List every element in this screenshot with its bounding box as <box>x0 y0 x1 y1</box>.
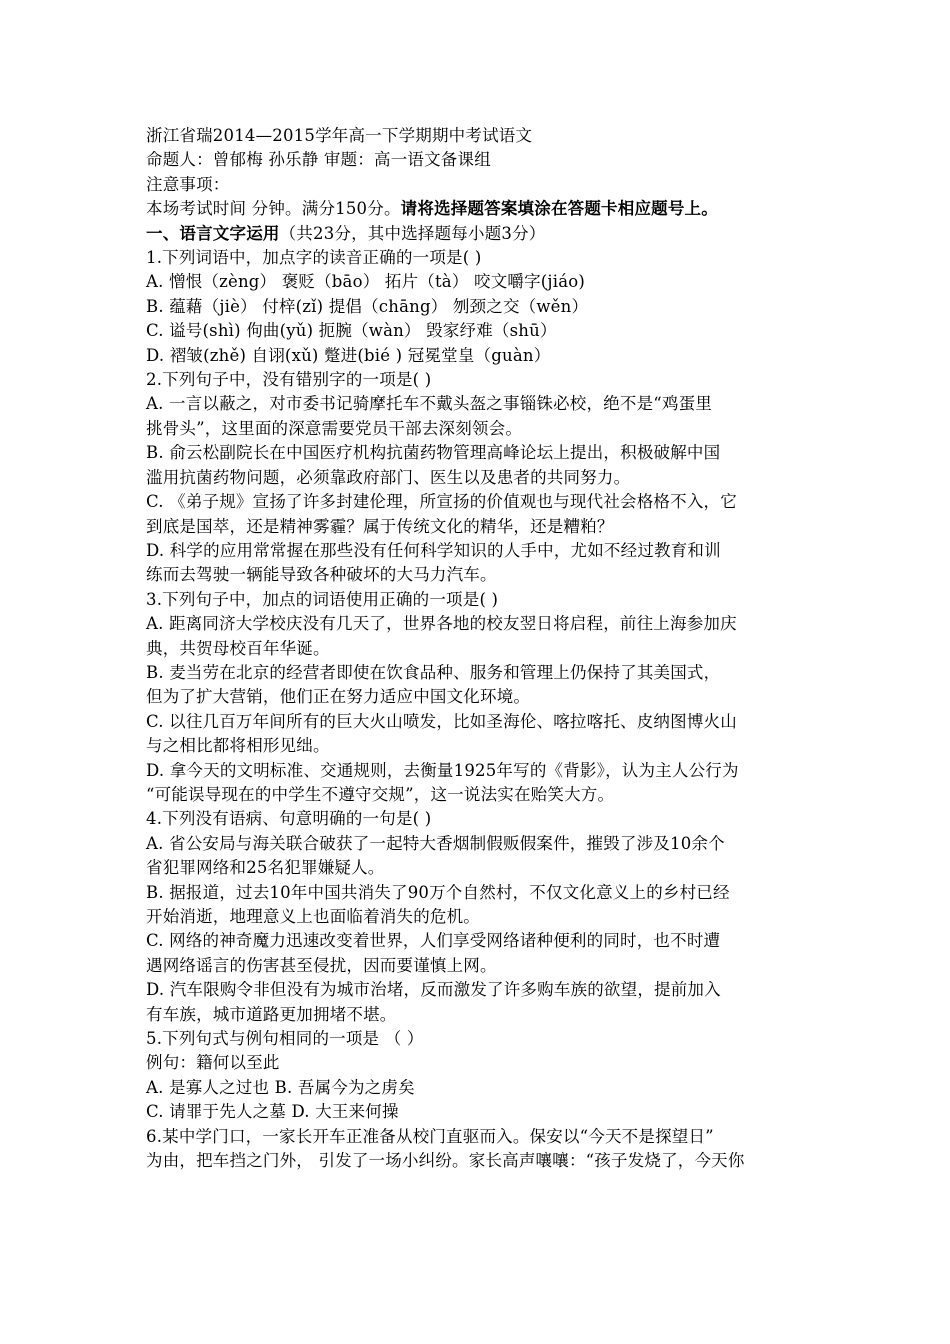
question-line: 滥用抗菌药物问题，必须靠政府部门、医生以及患者的共同努力。 <box>146 467 631 487</box>
question-block <box>146 588 816 808</box>
section-note: （共23分，其中选择题每小题3分） <box>279 223 546 243</box>
question-line: 省犯罪网络和25名犯罪嫌疑人。 <box>146 858 385 878</box>
question-line: A. 一言以蔽之，对市委书记骑摩托车不戴头盔之事锱铢必校，绝不是“鸡蛋里 <box>146 394 713 414</box>
question-line: B. 蕴藉（jiè） 付梓(zǐ) 提倡（chāng） 刎颈之交（wěn） <box>146 296 589 316</box>
question-block <box>146 368 816 588</box>
question-stem: 4.下列没有语病、句意明确的一句是( ) <box>146 809 432 829</box>
question-line: B. 俞云松副院长在中国医疗机构抗菌药物管理高峰论坛上提出，积极破解中国 <box>146 443 721 463</box>
question-line: D. 科学的应用常常握在那些没有任何科学知识的人手中，尤如不经过教育和训 <box>146 540 721 560</box>
question-line: 挑骨头”，这里面的深意需要党员干部去深刻领会。 <box>146 418 523 438</box>
question-line: 有车族，城市道路更加拥堵不堪。 <box>146 1004 397 1024</box>
notice-text: 本场考试时间 分钟。满分150分。 <box>146 199 401 219</box>
question-line: 练而去驾驶一辆能导致各种破坏的大马力汽车。 <box>146 565 497 585</box>
question-line: 与之相比都将相形见绌。 <box>146 736 330 756</box>
question-block <box>146 807 816 1027</box>
question-line: D. 拿今天的文明标准、交通规则，去衡量1925年写的《背影》，认为主人公行为 <box>146 760 739 780</box>
question-line: A. 是寡人之过也 B. 吾属今为之虏矣 <box>146 1077 415 1097</box>
question-line: 但为了扩大营销，他们正在努力适应中国文化环境。 <box>146 687 531 707</box>
question-line: 典，共贺母校百年华诞。 <box>146 638 330 658</box>
question-line: C. 请罪于先人之墓 D. 大王来何操 <box>146 1102 399 1122</box>
question-block <box>146 246 816 368</box>
question-line: A. 憎恨（zèng） 褒贬（bāo） 拓片（tà） 咬文嚼字(jiáo) <box>146 272 586 292</box>
exam-page <box>146 124 816 1173</box>
question-line: D. 汽车限购令非但没有为城市治堵，反而激发了许多购车族的欲望，提前加入 <box>146 980 721 1000</box>
question-stem: 2.下列句子中，没有错别字的一项是( ) <box>146 370 432 390</box>
question-stem: 1.下列词语中，加点字的读音正确的一项是( ) <box>146 248 482 268</box>
question-line: 到底是国萃，还是精神雾霾？属于传统文化的精华，还是糟粕？ <box>146 516 614 536</box>
question-line: A. 省公安局与海关联合破获了一起特大香烟制假贩假案件，摧毁了涉及10余个 <box>146 833 725 853</box>
question-line: C. 谥号(shì) 佝曲(yǔ) 扼腕（wàn） 毁家纾难（shū） <box>146 321 557 341</box>
question-stem: 6.某中学门口，一家长开车正准备从校门直驱而入。保安以“今天不是探望日” <box>146 1126 714 1146</box>
section-title: 一、语言文字运用 <box>146 223 280 243</box>
question-line: “可能误导现在的中学生不遵守交规”，这一说法实在贻笑大方。 <box>146 784 615 804</box>
question-line: C. 网络的神奇魔力迅速改变着世界，人们享受网络诸种便利的同时，也不时遭 <box>146 931 721 951</box>
question-line: C. 《弟子规》宣扬了许多封建伦理，所宣扬的价值观也与现代社会格格不入，它 <box>146 492 737 512</box>
question-list <box>146 246 816 1173</box>
notice-line <box>146 197 816 221</box>
question-line: 例句：籍何以至此 <box>146 1053 280 1073</box>
question-line: 为由，把车挡之门外， 引发了一场小纠纷。家长高声嚷嚷：“孩子发烧了，今天你 <box>146 1151 745 1171</box>
exam-title: 浙江省瑞2014—2015学年高一下学期期中考试语文 <box>146 126 533 145</box>
question-line: B. 据报道，过去10年中国共消失了90万个自然村，不仅文化意义上的乡村已经 <box>146 882 730 902</box>
question-line: D. 褶皱(zhě) 自诩(xǔ) 蹩进(bié ) 冠冕堂皇（guàn） <box>146 345 551 365</box>
question-stem: 3.下列句子中，加点的词语使用正确的一项是( ) <box>146 589 499 609</box>
question-block <box>146 1027 816 1125</box>
question-line: A. 距离同济大学校庆没有几天了，世界各地的校友翌日将启程，前往上海参加庆 <box>146 614 737 634</box>
question-stem: 5.下列句式与例句相同的一项是 （ ） <box>146 1029 424 1049</box>
question-line: 遇网络谣言的伤害甚至侵扰，因而要谨慎上网。 <box>146 955 497 975</box>
question-line: 开始消逝，地理意义上也面临着消失的危机。 <box>146 907 480 926</box>
notice-heading: 注意事项： <box>146 174 230 194</box>
question-line: B. 麦当劳在北京的经营者即使在饮食品种、服务和管理上仍保持了其美国式， <box>146 662 721 682</box>
exam-authors: 命题人：曾郁梅 孙乐静 审题：高一语文备课组 <box>146 150 491 170</box>
question-block <box>146 1125 816 1174</box>
section-heading <box>146 222 816 246</box>
notice-bold-text: 请将选择题答案填涂在答题卡相应题号上。 <box>400 199 718 219</box>
question-line: C. 以往几百万年间所有的巨大火山喷发，比如圣海伦、喀拉喀托、皮纳图博火山 <box>146 711 737 731</box>
